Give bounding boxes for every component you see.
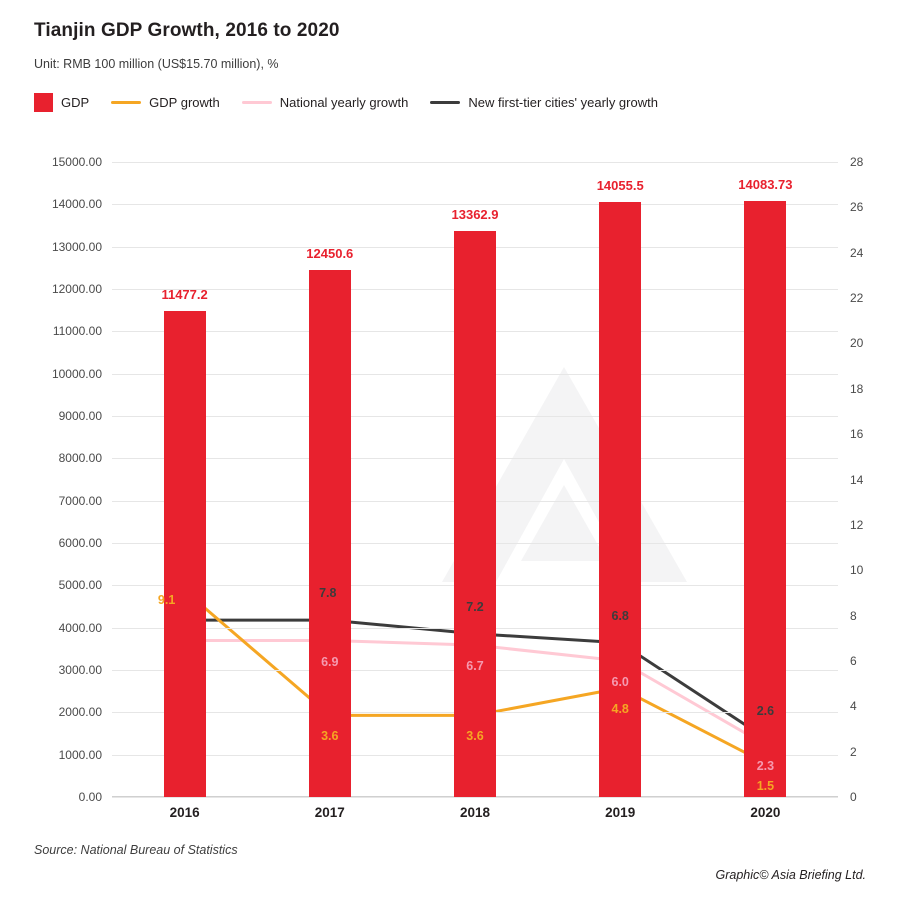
y-axis-tick-label: 12000.00 [51, 282, 102, 296]
x-axis-tick-label: 2017 [314, 805, 345, 820]
legend-item-national-growth [242, 95, 409, 110]
y2-axis-tick-label: 4 [850, 699, 857, 714]
x-axis-tick-label: 2019 [605, 805, 636, 820]
data-point-label: 3.6 [321, 729, 339, 744]
legend-item-first-tier-growth [430, 95, 658, 110]
chart-canvas [0, 140, 900, 820]
y2-axis-tick-label: 12 [850, 517, 864, 532]
data-point-label: 7.8 [319, 586, 337, 601]
y-axis-tick-label: 7000.00 [58, 493, 102, 508]
data-point-label: 6.0 [611, 674, 629, 689]
y-axis-tick-label: 11000.00 [52, 324, 102, 339]
credit-note: Graphic© Asia Briefing Ltd. [715, 868, 866, 882]
gridline [112, 797, 838, 798]
data-point-label: 2.3 [756, 758, 775, 773]
gridline [112, 162, 838, 163]
bar-value-label: 14055.5 [596, 177, 644, 193]
y2-axis-tick-label: 28 [850, 155, 864, 169]
bar [164, 311, 206, 797]
bar-value-label: 14083.73 [738, 176, 793, 192]
y-axis-tick-label: 9000.00 [58, 409, 102, 423]
legend-line-icon [242, 101, 272, 104]
gridline [112, 204, 838, 205]
data-point-label: 6.9 [321, 654, 339, 669]
legend-label: GDP [61, 95, 90, 110]
y-axis-tick-label: 8000.00 [58, 451, 102, 466]
data-point-label: 6.7 [466, 659, 484, 674]
data-point-label: 6.8 [611, 608, 629, 623]
bar-value-label: 11477.2 [161, 287, 208, 303]
y2-axis-tick-label: 26 [850, 200, 864, 215]
data-point-label: 1.5 [756, 778, 775, 793]
legend-line-icon [111, 101, 141, 104]
bar [454, 231, 496, 797]
y-axis-tick-label: 2000.00 [58, 705, 102, 720]
y-axis-tick-label: 0.00 [78, 790, 102, 804]
source-note: Source: National Bureau of Statistics [34, 843, 238, 857]
data-point-label: 3.6 [466, 729, 484, 744]
legend-item-gdp-growth [111, 95, 220, 110]
y2-axis-tick-label: 24 [850, 245, 864, 260]
y-axis-tick-label: 14000.00 [51, 197, 102, 212]
y-axis-tick-label: 5000.00 [58, 578, 102, 593]
y2-axis-tick-label: 2 [850, 744, 857, 759]
data-point-label: 9.1 [157, 592, 176, 607]
legend-label: National yearly growth [279, 95, 409, 110]
y2-axis-tick-label: 18 [850, 381, 864, 396]
legend-swatch-icon [34, 93, 53, 112]
x-axis-tick-label: 2016 [169, 805, 200, 820]
data-point-label: 2.6 [756, 704, 775, 719]
page-title: Tianjin GDP Growth, 2016 to 2020 [34, 20, 340, 41]
y-axis-tick-label: 15000.00 [51, 155, 102, 169]
x-axis-tick-label: 2018 [459, 805, 491, 820]
y-axis-tick-label: 1000.00 [58, 747, 102, 762]
y2-axis-tick-label: 6 [850, 653, 857, 668]
legend-line-icon [430, 101, 460, 104]
bar [309, 270, 351, 797]
bar-value-label: 13362.9 [451, 207, 499, 223]
chart-subtitle: Unit: RMB 100 million (US$15.70 million), % [34, 57, 279, 71]
x-axis-tick-label: 2020 [750, 805, 781, 820]
y2-axis-tick-label: 8 [850, 608, 857, 623]
plot-area [51, 155, 864, 820]
y2-axis-tick-label: 16 [850, 427, 864, 442]
y2-axis-tick-label: 20 [850, 336, 864, 351]
data-point-label: 7.2 [466, 599, 484, 614]
legend-label: New first-tier cities' yearly growth [468, 95, 658, 110]
y-axis-tick-label: 3000.00 [58, 663, 102, 677]
data-point-label: 4.8 [611, 702, 629, 717]
y2-axis-tick-label: 22 [850, 291, 864, 306]
chart-legend [34, 93, 658, 112]
y-axis-tick-label: 10000.00 [51, 366, 102, 381]
y-axis-tick-label: 4000.00 [58, 620, 102, 635]
bar-value-label: 12450.6 [306, 245, 354, 261]
legend-item-gdp [34, 93, 89, 112]
y2-axis-tick-label: 14 [850, 472, 864, 487]
y-axis-tick-label: 6000.00 [58, 536, 102, 550]
y-axis-tick-label: 13000.00 [51, 239, 102, 254]
y2-axis-tick-label: 10 [850, 563, 864, 578]
y2-axis-tick-label: 0 [850, 790, 857, 804]
legend-label: GDP growth [149, 95, 220, 110]
